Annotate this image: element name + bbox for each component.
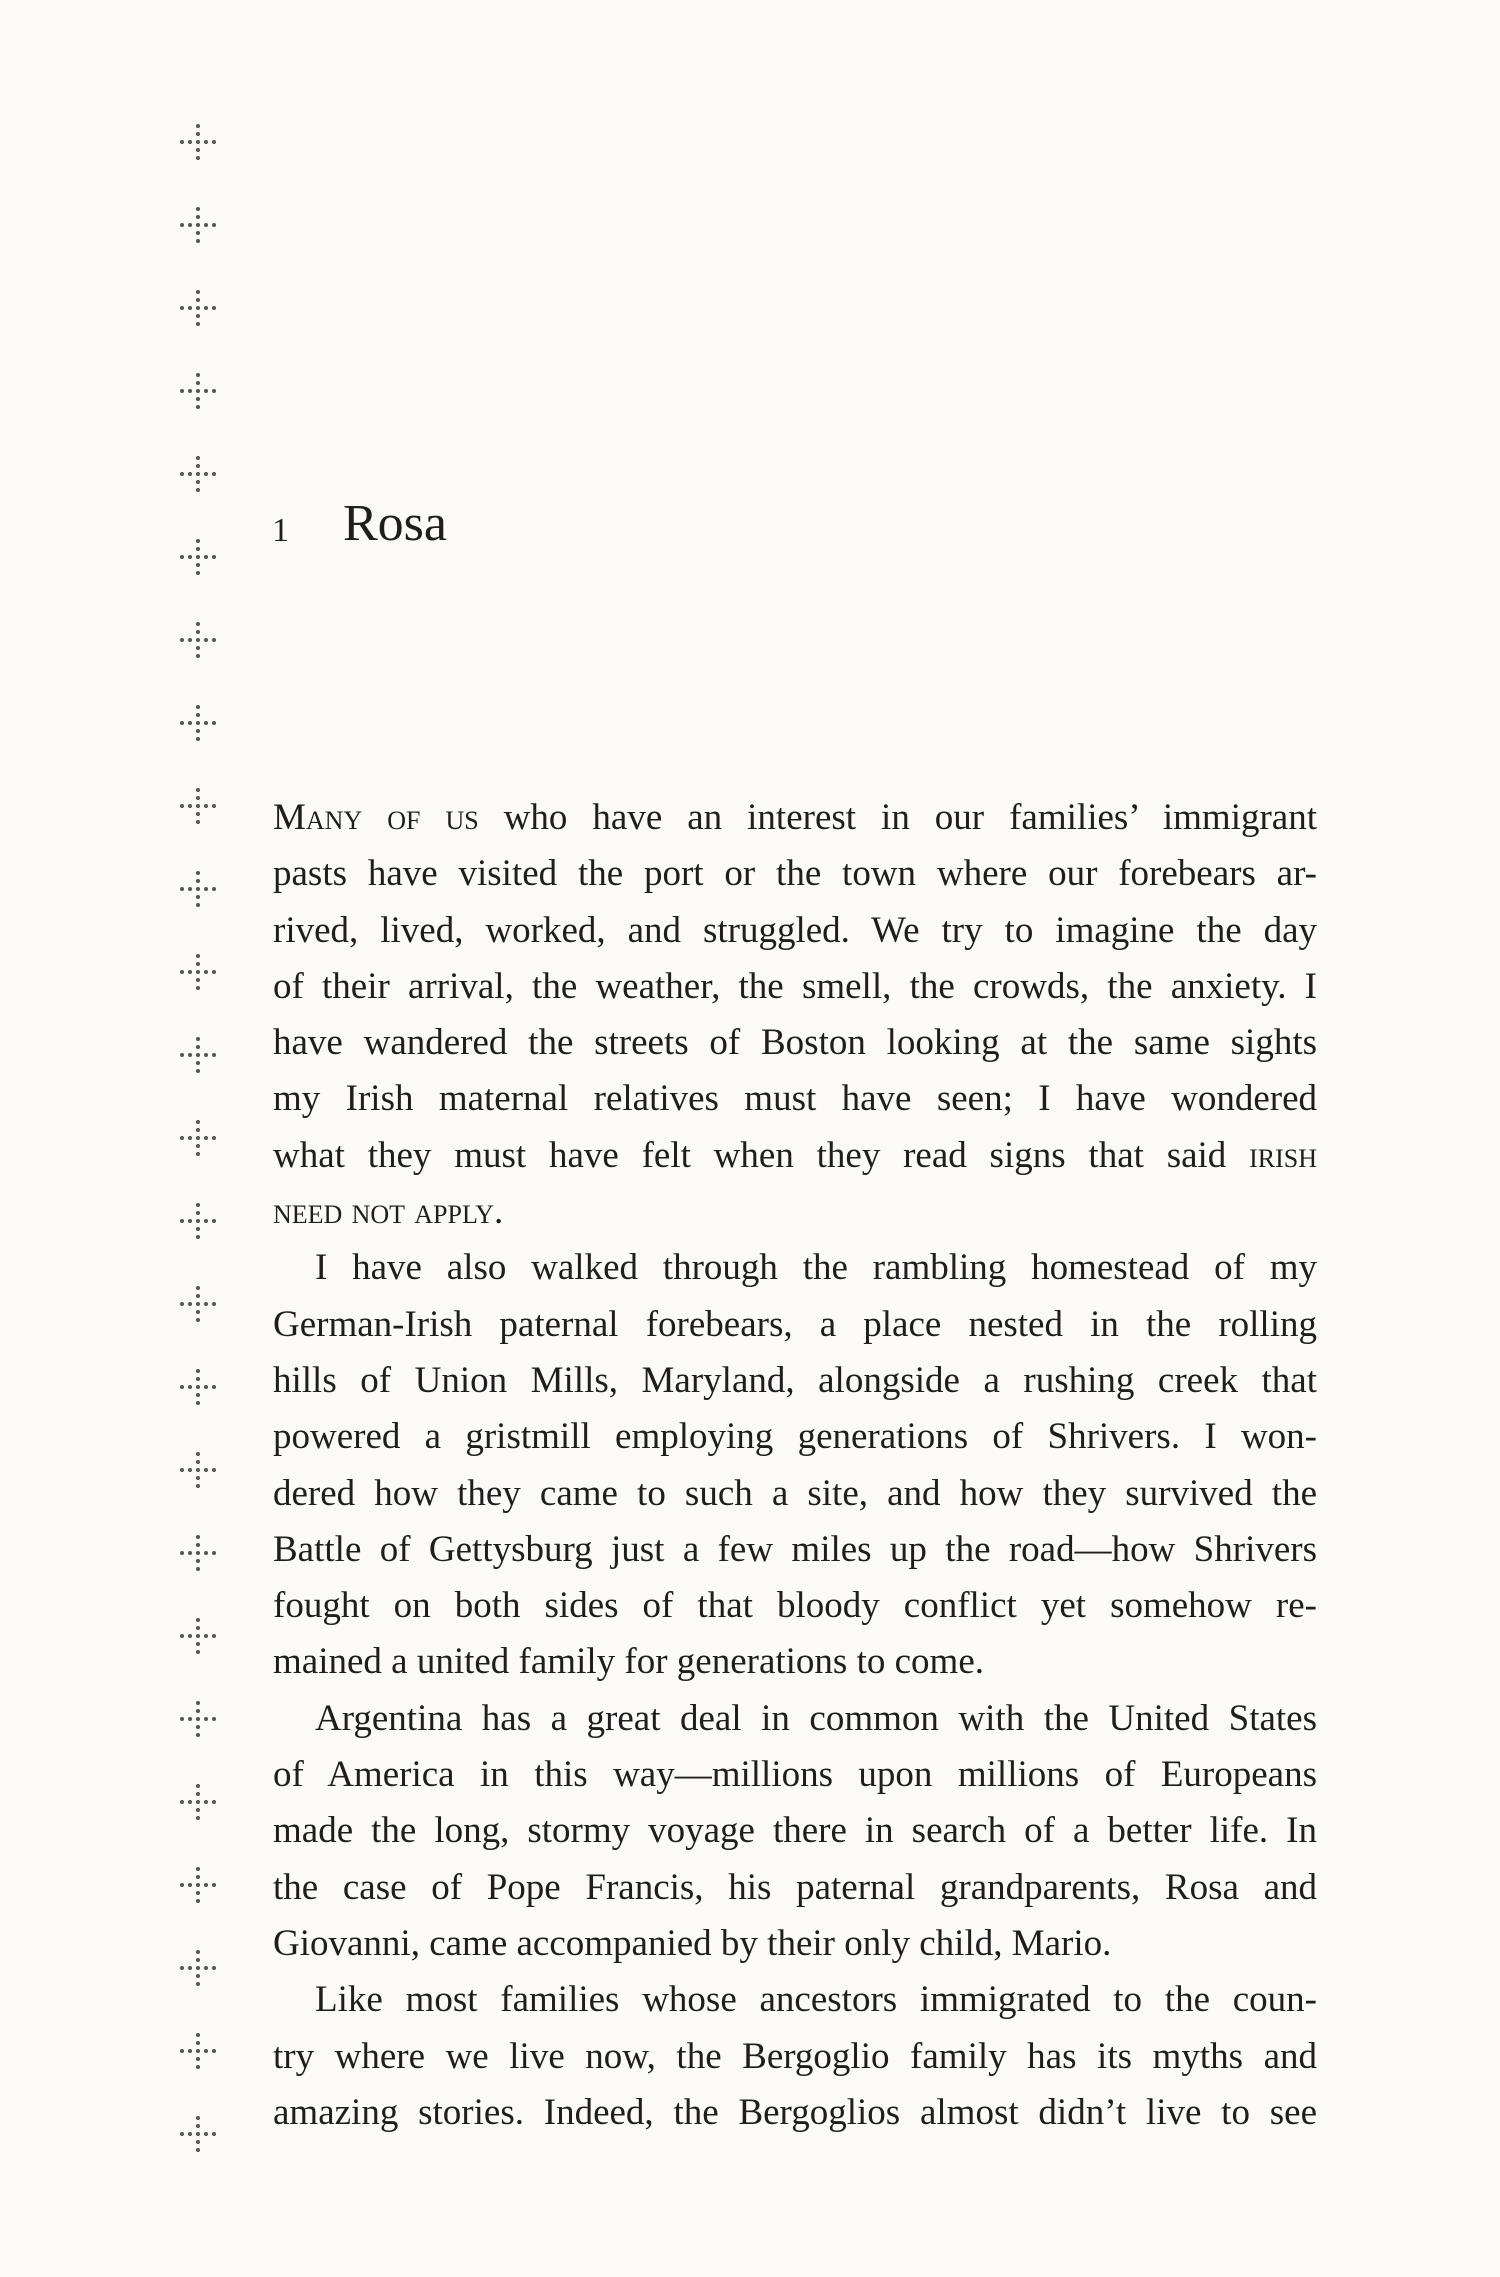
text-line: Battle of Gettysburg just a few miles up the road—how Shrivers bbox=[273, 1528, 1317, 1570]
cross-ornament-icon bbox=[180, 1946, 230, 1996]
cross-ornament-icon bbox=[180, 120, 230, 170]
text-line: Like most families whose ancestors immigrated to the coun- bbox=[315, 1979, 1317, 2021]
text-line: powered a gristmill employing generations of Shrivers. I won- bbox=[273, 1416, 1317, 1458]
text-line: the case of Pope Francis, his paternal grandparents, Rosa and bbox=[273, 1866, 1317, 1908]
text-line: pasts have visited the port or the town where our forebears ar- bbox=[273, 853, 1317, 895]
text-line: Argentina has a great deal in common with the United States bbox=[315, 1697, 1317, 1739]
cross-ornament-icon bbox=[180, 784, 230, 834]
cross-ornament-icon bbox=[180, 867, 230, 917]
cross-ornament-icon bbox=[180, 1531, 230, 1581]
chapter-body bbox=[273, 790, 1317, 2141]
text-line: amazing stories. Indeed, the Bergoglios almost didn’t live to see bbox=[273, 2091, 1317, 2133]
chapter-title: Rosa bbox=[343, 495, 447, 552]
cross-ornament-icon bbox=[180, 618, 230, 668]
smallcaps-word: irish bbox=[1249, 1134, 1318, 1176]
cross-ornament-icon bbox=[180, 452, 230, 502]
text-line: German-Irish paternal forebears, a place nested in the rolling bbox=[273, 1303, 1317, 1345]
cross-ornament-icon bbox=[180, 1780, 230, 1830]
text-line: of their arrival, the weather, the smell, the crowds, the anxiety. I bbox=[273, 965, 1317, 1007]
cross-ornament-icon bbox=[180, 1116, 230, 1166]
cross-ornament-icon bbox=[180, 2029, 230, 2079]
text-line: hills of Union Mills, Maryland, alongside a rushing creek that bbox=[273, 1359, 1317, 1401]
text-line: my Irish maternal relatives must have seen; I have wondered bbox=[273, 1078, 1317, 1120]
cross-ornament-icon bbox=[180, 1863, 230, 1913]
text-line: mained a united family for generations to come. bbox=[273, 1641, 984, 1683]
text-line: try where we live now, the Bergoglio family has its myths and bbox=[273, 2035, 1317, 2077]
paragraph bbox=[273, 1691, 1317, 1972]
text-line: what they must have felt when they read signs that said irish bbox=[273, 1134, 1318, 1176]
cross-ornament-icon bbox=[180, 2112, 230, 2162]
cross-ornament-icon bbox=[180, 286, 230, 336]
text-line: need not apply. bbox=[273, 1191, 504, 1233]
cross-ornament-icon bbox=[180, 1199, 230, 1249]
paragraph bbox=[273, 1972, 1317, 2141]
cross-ornament-icon bbox=[180, 1282, 230, 1332]
chapter-number: 1 bbox=[272, 512, 289, 549]
text-line: fought on both sides of that bloody conflict yet somehow re- bbox=[273, 1585, 1317, 1627]
cross-ornament-icon bbox=[180, 1033, 230, 1083]
cross-ornament-icon bbox=[180, 701, 230, 751]
cross-ornament-icon bbox=[180, 203, 230, 253]
cross-ornament-icon bbox=[180, 950, 230, 1000]
text-line: I have also walked through the rambling homestead of my bbox=[315, 1247, 1317, 1289]
text-line: have wandered the streets of Boston looking at the same sights bbox=[273, 1022, 1317, 1064]
cross-ornament-icon bbox=[180, 1448, 230, 1498]
cross-ornament-icon bbox=[180, 1697, 230, 1747]
text-line: made the long, stormy voyage there in search of a better life. In bbox=[273, 1810, 1317, 1852]
lead-smallcaps: Many of us bbox=[273, 797, 479, 838]
text-line: Many of us who have an interest in our families’ immigrant bbox=[273, 797, 1318, 838]
cross-ornament-icon bbox=[180, 369, 230, 419]
cross-ornament-icon bbox=[180, 1614, 230, 1664]
text-line: rived, lived, worked, and struggled. We try to imagine the day bbox=[273, 909, 1317, 951]
paragraph bbox=[273, 790, 1317, 1240]
cross-ornament-icon bbox=[180, 1365, 230, 1415]
text-line: dered how they came to such a site, and how they survived the bbox=[273, 1472, 1317, 1514]
text-line: Giovanni, came accompanied by their only child, Mario. bbox=[273, 1922, 1112, 1964]
text-line: of America in this way—millions upon millions of Europeans bbox=[273, 1754, 1317, 1796]
cross-ornament-icon bbox=[180, 535, 230, 585]
paragraph bbox=[273, 1240, 1317, 1690]
